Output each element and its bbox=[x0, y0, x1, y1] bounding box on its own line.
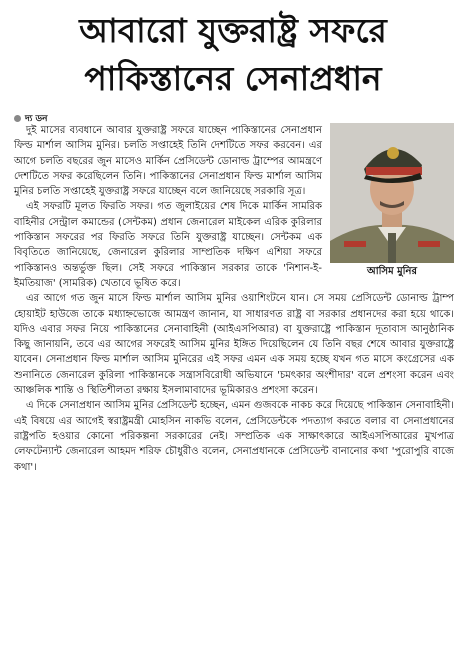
photo-caption: আসিম মুনির bbox=[366, 266, 418, 277]
paragraph-3: এর আগে গত জুন মাসে ফিল্ড মার্শাল আসিম মুনির ওয়াশিংটনে যান। সে সময় প্রেসিডেন্ট ডোনাল্ড ট্রাম্প হোয়াইট হাউজে তাকে মধ্যাহ্নভোজে আমন্ত্রণ জানান, যা সাধারণত রাষ্ট্র বা সরকার প্রধানদের করা হয়ে থাকে। যদিও এবার সফর নিয়ে পাকিস্তানের সেনাবাহিনী (আইএসপিআর) বা যুক্তরাষ্ট্রে পাকিস্তান দূতাবাস আনুষ্ঠানিক কিছু জানায়নি, তবে এর আগের সফরেই আসিম মুনির ইঙ্গিত দিয়েছিলেন যে তিনি বছর শেষে আবার যুক্তরাষ্ট্রে যাবেন। সেনাপ্রধান ফিল্ড মার্শাল আসিম মুনিরের এই সফর এমন এক সময় হচ্ছে যখন গত মাসে কংগ্রেসের এক শুনানিতে জেনারেল কুরিলা পাকিস্তানকে সন্ত্রাসবিরোধী অভিযানে 'চমৎকার অংশীদার' বলে প্রশংসা করেন এবং আঞ্চলিক শান্তি ও স্থিতিশীলতা রক্ষায় ইসলামাবাদের ভূমিকারও প্রশংসা করেন। bbox=[14, 293, 454, 397]
headline-line-1: আবারো যুক্তরাষ্ট্র সফরে bbox=[79, 11, 387, 50]
paragraph-1: দুই মাসের ব্যবধানে আবার যুক্তরাষ্ট্র সফরে যাচ্ছেন পাকিস্তানের সেনাপ্রধান ফিল্ড মার্শাল আসিম মুনির। চলতি সপ্তাহেই তিনি দেশটিতে সফর করবেন। এর আগে চলতি বছরের জুন মাসেও মার্কিন প্রেসিডেন্ট ডোনাল্ড ট্রাম্পের আমন্ত্রণে দেশটিতে সফর করেছিলেন তিনি। পাকিস্তানের সেনাপ্রধান ফিল্ড মার্শাল আসিম মুনির চলতি সপ্তাহেই যুক্তরাষ্ট্র সফরে যাচ্ছেন বলে জানিয়েছে সরকারি সূত্র। bbox=[14, 125, 322, 198]
bullet-icon bbox=[14, 115, 21, 122]
article-body bbox=[14, 123, 454, 475]
portrait-photo bbox=[330, 123, 454, 263]
dateline-source: দ্য ডন bbox=[25, 114, 48, 124]
headline-line-2: পাকিস্তানের সেনাপ্রধান bbox=[84, 59, 382, 98]
paragraph-2: এই সফরটি মূলত ফিরতি সফর। গত জুলাইয়ের শেষ দিকে মার্কিন সামরিক বাহিনীর সেন্ট্রাল কমান্ডের (সেন্টকম) প্রধান জেনারেল মাইকেল এরিক কুরিলার পাকিস্তান সফরের পর ফিরতি সফরে তিনি যুক্তরাষ্ট্র যাচ্ছেন। সেন্টকম এক বিবৃতিতে জানিয়েছে, জেনারেল কুরিলার সাম্প্রতিক দক্ষিণ এশিয়া সফরে পাকিস্তানও অন্তর্ভুক্ত ছিল। সেই সফরে পাকিস্তান সরকার তাকে 'নিশান-ই-ইমতিয়াজ' (সামরিক) খেতাবে ভূষিত করে। bbox=[14, 201, 322, 289]
photo-figure bbox=[330, 123, 454, 283]
paragraph-4: এ দিকে সেনাপ্রধান আসিম মুনির প্রেসিডেন্ট হচ্ছেন, এমন গুজবকে নাকচ করে দিয়েছে পাকিস্তান সেনাবাহিনী। এই বিষয়ে এর আগেই স্বরাষ্ট্রমন্ত্রী মোহসিন নাকভি বলেন, প্রেসিডেন্টকে পদত্যাগ করতে বলার বা সেনাপ্রধানের রাষ্ট্রপতি হওয়ার কোনো পরিকল্পনা সরকারের নেই। সম্প্রতিক এক সাক্ষাৎকারে আইএসপিআরের মুখপাত্র লেফটেন্যান্ট জেনারেল আহমদ শরিফ চৌধুরীও বলেন, সেনাপ্রধানকে প্রেসিডেন্ট বানানোর কথা 'পুরোপুরি বাজে কথা'। bbox=[14, 400, 454, 473]
portrait-illustration bbox=[330, 123, 454, 263]
